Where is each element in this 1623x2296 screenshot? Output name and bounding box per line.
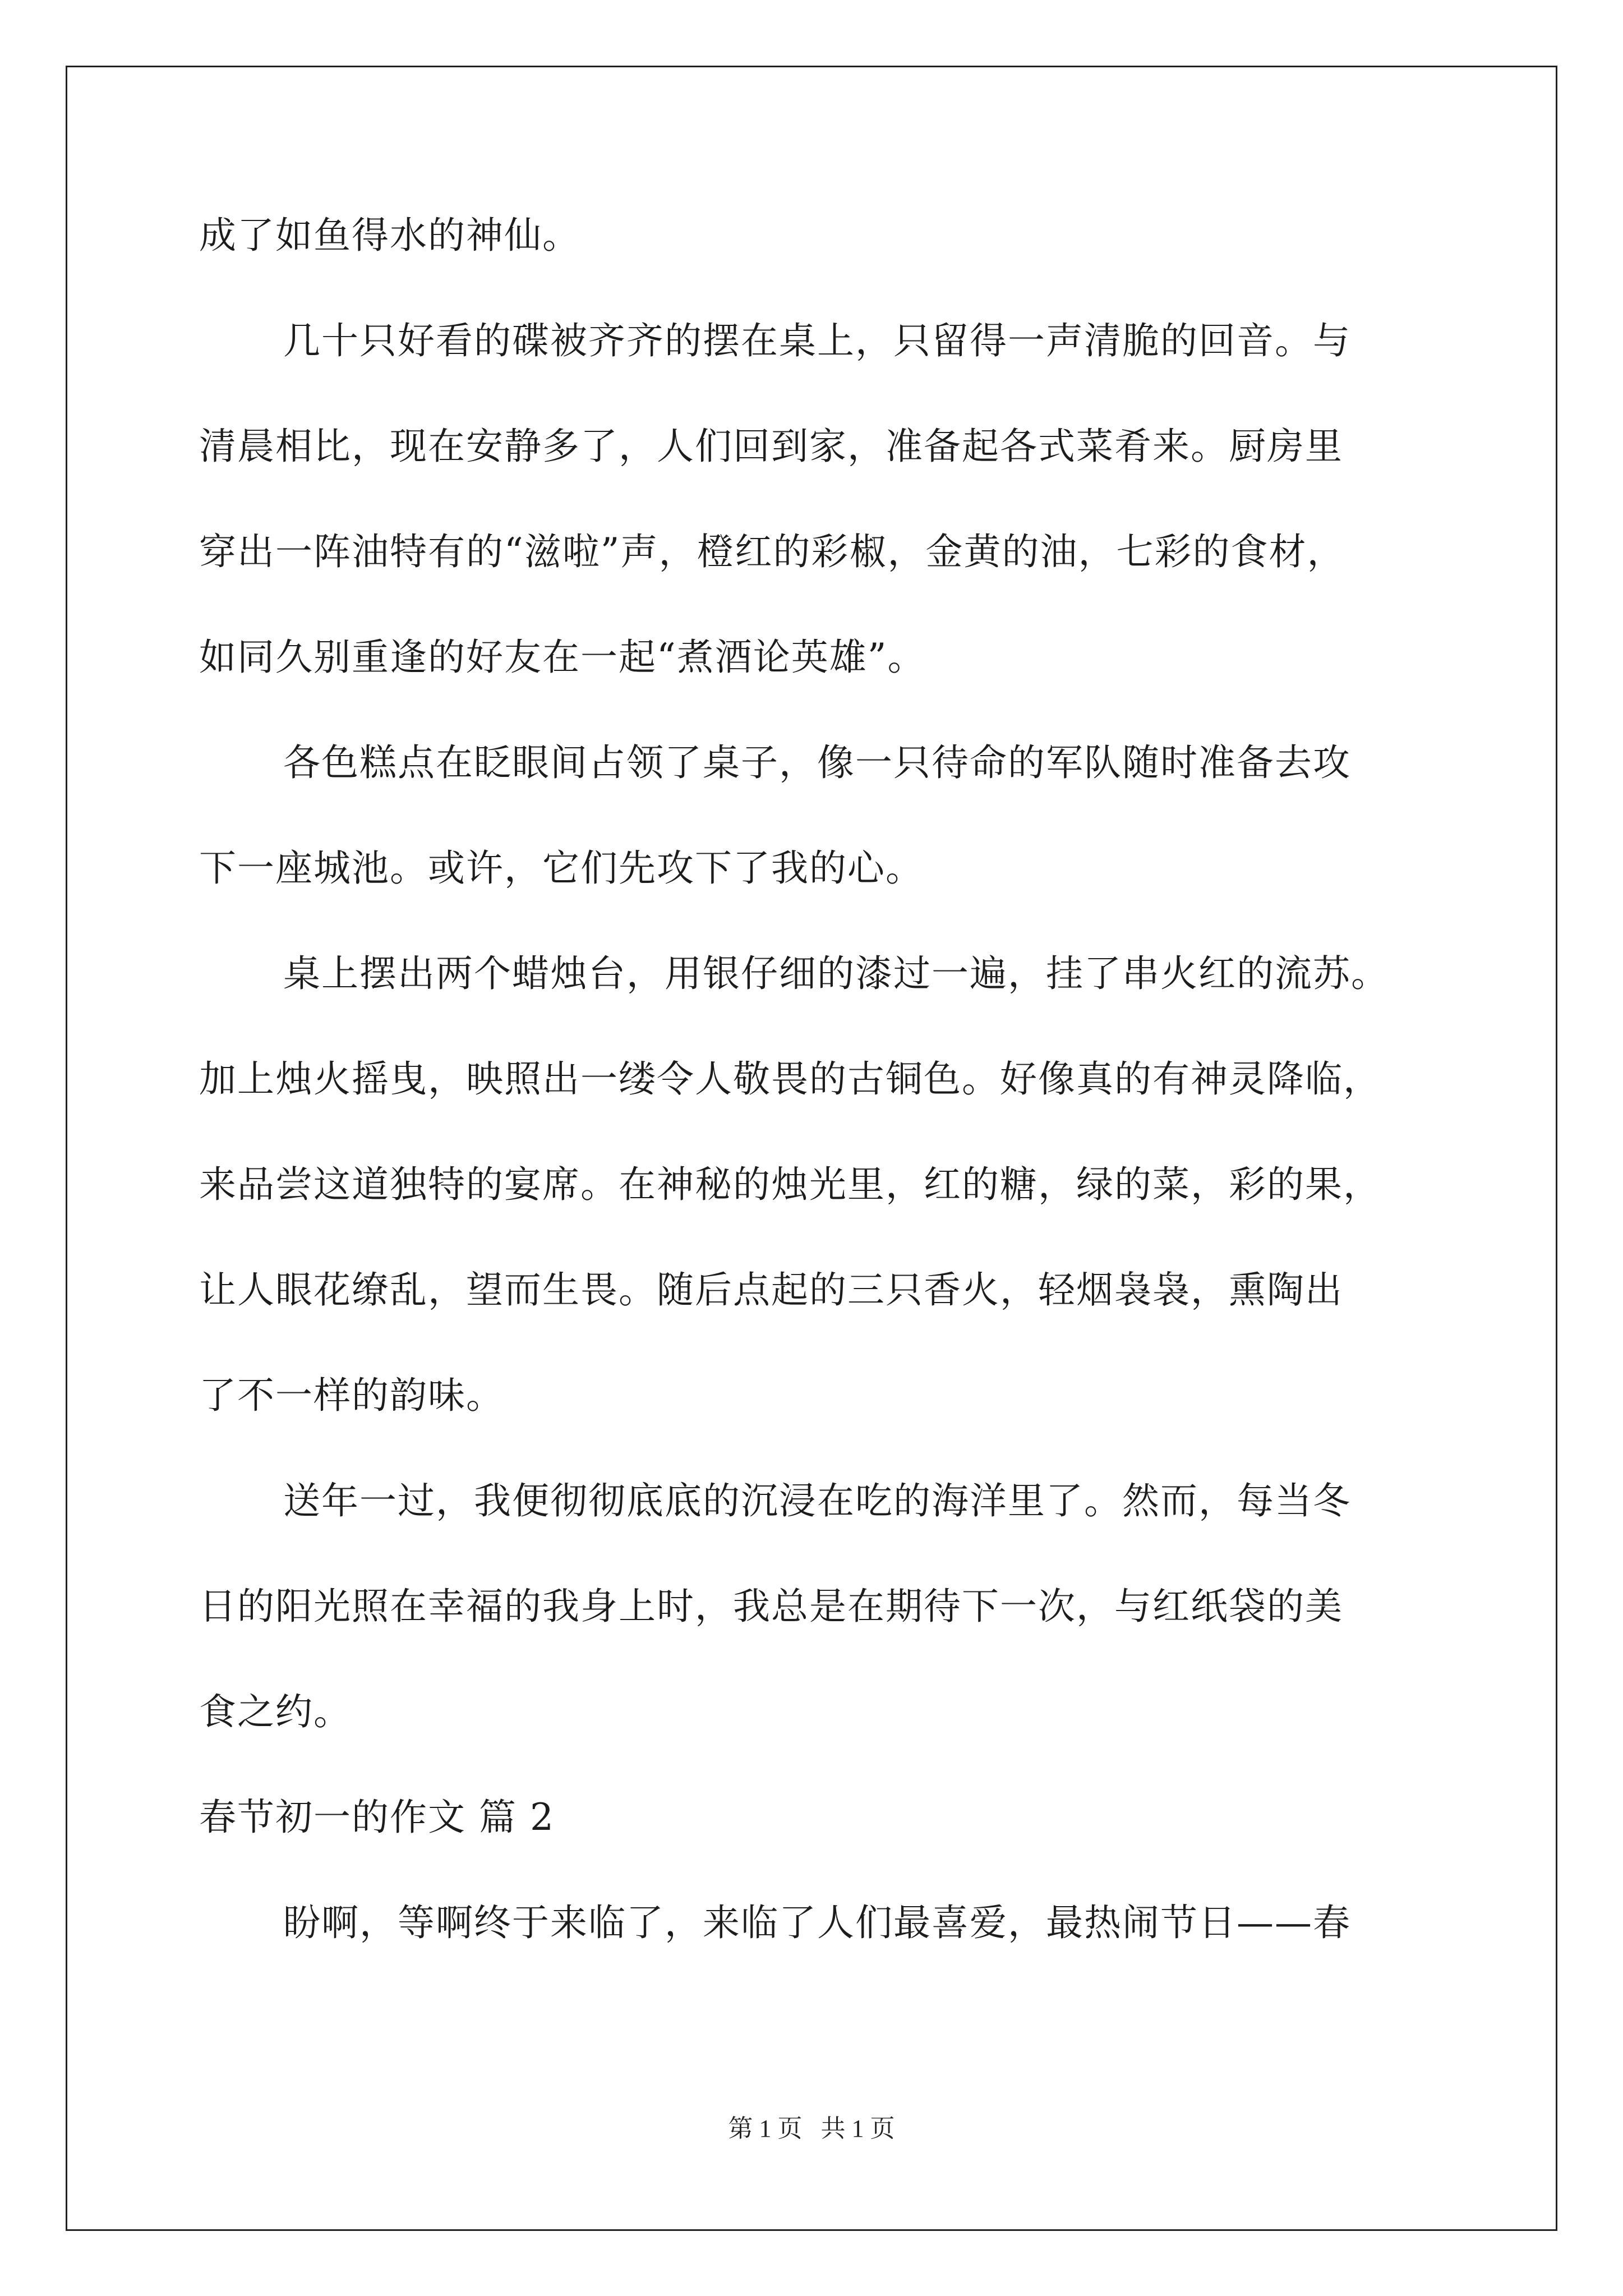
text-line: 如同久别重逢的好友在一起“煮酒论英雄”。 [199, 636, 926, 679]
page-footer: 第 1 页 共 1 页 [728, 2115, 895, 2142]
text-line: 来品尝这道独特的宴席。在神秘的烛光里，红的糖，绿的菜，彩的果， [199, 1163, 1381, 1206]
text-line: 加上烛火摇曳，映照出一缕令人敬畏的古铜色。好像真的有神灵降临， [199, 1057, 1381, 1101]
text-line: 食之约。 [199, 1690, 352, 1733]
text-line: 清晨相比，现在安静多了，人们回到家，准备起各式菜肴来。厨房里 [199, 425, 1343, 468]
text-line: 成了如鱼得水的神仙。 [199, 214, 580, 257]
paragraph-first-line: 各色糕点在眨眼间占领了桌子，像一只待命的军队随时准备去攻 [283, 741, 1351, 784]
text-line: 让人眼花缭乱，望而生畏。随后点起的三只香火，轻烟袅袅，熏陶出 [199, 1268, 1343, 1312]
text-line: 下一座城池。或许，它们先攻下了我的心。 [199, 846, 924, 890]
text-line: 日的阳光照在幸福的我身上时，我总是在期待下一次，与红纸袋的美 [199, 1585, 1343, 1628]
paragraph-first-line: 几十只好看的碟被齐齐的摆在桌上，只留得一声清脆的回音。与 [283, 319, 1351, 362]
paragraph-first-line: 桌上摆出两个蜡烛台，用银仔细的漆过一遍，挂了串火红的流苏。 [283, 952, 1389, 995]
paragraph-first-line: 送年一过，我便彻彻底底的沉浸在吃的海洋里了。然而，每当冬 [283, 1479, 1351, 1522]
paragraph-first-line: 盼啊，等啊终于来临了，来临了人们最喜爱，最热闹节日——春 [283, 1901, 1351, 1944]
text-line: 穿出一阵油特有的“滋啦”声，橙红的彩椒，金黄的油，七彩的食材， [199, 530, 1345, 573]
section-heading: 春节初一的作文 篇 2 [199, 1796, 555, 1839]
text-line: 了不一样的韵味。 [199, 1374, 504, 1417]
